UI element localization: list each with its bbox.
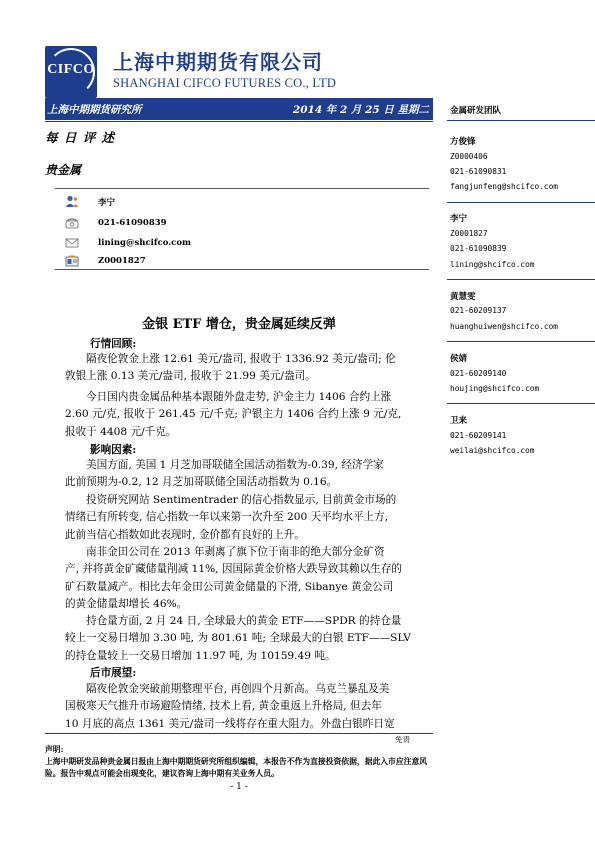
section-title: 每 日 评 述 xyxy=(45,130,116,145)
author-name-row xyxy=(55,193,429,211)
disclaimer-text: 上海中期研发品种贵金属日报由上海中期期货研究所组织编辑，本报告不作为直接投资依据，据此入市应注意风险。报告中观点可能会出现变化，建议咨询上海中期有关业务人员。 xyxy=(45,757,428,778)
email-icon xyxy=(65,237,79,249)
team-member-phone: 021-60209137 xyxy=(450,306,507,315)
page-number: - 1 - xyxy=(230,782,248,792)
team-member-email[interactable]: fangjunfeng@shcifco.com xyxy=(450,182,558,191)
team-member-license: Z0001827 xyxy=(450,229,488,238)
company-name-en: SHANGHAI CIFCO FUTURES CO., LTD xyxy=(113,76,337,90)
paragraph-line: 美国方面, 美国 1 月芝加哥联储全国活动指数为-0.39, 经济学家 xyxy=(86,459,384,471)
team-member-email[interactable]: weilai@shcifco.com xyxy=(450,446,535,455)
team-member-email[interactable]: huanghuiwen@shcifco.com xyxy=(450,322,558,331)
paragraph-holdings xyxy=(65,613,433,665)
person-icon xyxy=(65,195,79,207)
author-phone: 021-61090839 xyxy=(98,218,167,228)
team-member-name: 侯婧 xyxy=(450,354,468,364)
sidebar-title: 金属研发团队 xyxy=(450,106,502,116)
paragraph-line: 国极寒天气推升市场避险情绪, 技术上看, 黄金重返上升格局, 但去年 xyxy=(65,700,382,713)
disclaimer-label: 声明: xyxy=(45,745,64,754)
heading-factors: 影响因素: xyxy=(90,444,137,456)
paragraph-goldfields xyxy=(65,544,433,613)
sidebar-divider xyxy=(447,120,595,121)
paragraph-line: 持仓量方面, 2 月 24 日, 全球最大的黄金 ETF——SPDR 的持仓量 xyxy=(86,615,402,627)
author-phone-row xyxy=(55,215,429,233)
paragraph-line: 2.60 元/克, 报收于 261.45 元/千克; 沪银主力 1406 合约上涨 9 元/克, xyxy=(65,408,402,421)
author-name: 李宁 xyxy=(98,198,116,208)
team-member-name: 李宁 xyxy=(450,214,468,224)
paragraph-line: 矿石数量减产。相比去年金田公司黄金储量的下滑, Sibanye 黄金公司 xyxy=(65,580,394,593)
company-name-cn: 上海中期期货有限公司 xyxy=(113,50,323,74)
sidebar-divider xyxy=(447,202,595,203)
team-member-name: 黄慧雯 xyxy=(450,292,476,302)
institute-name: 上海中期期货研究所 xyxy=(47,104,142,116)
paragraph-line: 报收于 4408 元/千克。 xyxy=(65,425,177,438)
paragraph-line: 今日国内贵金属品种基本跟随外盘走势, 沪金主力 1406 合约上涨 xyxy=(86,391,392,403)
team-member-phone: 021-61090831 xyxy=(450,167,507,176)
paragraph-line: 情绪已有所转变, 信心指数一年以来第一次升至 200 天平均水平上方, xyxy=(65,511,389,524)
team-member-name: 卫来 xyxy=(450,416,468,426)
paragraph-line: 投资研究网站 Sentimentrader 的信心指数显示, 目前黄金市场的 xyxy=(86,494,397,506)
phone-icon xyxy=(65,217,79,229)
header-divider xyxy=(45,121,433,122)
heading-outlook: 后市展望: xyxy=(90,667,137,679)
paragraph-overnight xyxy=(65,351,433,386)
author-email-row xyxy=(55,235,429,253)
sub-title: 贵金属 xyxy=(45,163,82,177)
company-logo xyxy=(45,46,97,98)
team-member-phone: 021-60209140 xyxy=(450,369,507,378)
team-member-name: 方俊锋 xyxy=(450,137,476,147)
sidebar-divider xyxy=(447,403,595,404)
team-member-email[interactable]: lining@shcifco.com xyxy=(450,260,535,269)
paragraph-line: 此前当信心指数如此表现时, 金价都有良好的上升。 xyxy=(65,528,305,541)
paragraph-line: 南非金田公司在 2013 年剥离了旗下位于南非的绝大部分金矿资 xyxy=(86,546,385,558)
team-member-license: Z0000406 xyxy=(450,152,488,161)
author-box xyxy=(55,188,429,270)
author-license-row xyxy=(55,253,429,271)
paragraph-line: 隔夜伦敦金上涨 12.61 美元/盎司, 报收于 1336.92 美元/盎司; 伦 xyxy=(86,353,396,365)
paragraph-sentiment xyxy=(65,492,433,544)
paragraph-line: 隔夜伦敦金突破前期整理平台, 再创四个月新高。乌克兰暴乱及美 xyxy=(86,683,390,695)
team-member-phone: 021-60209141 xyxy=(450,431,507,440)
report-date: 2014 年 2 月 25 日 星期二 xyxy=(292,104,429,116)
heading-market-review: 行情回顾: xyxy=(90,338,137,350)
team-member-email[interactable]: houjing@shcifco.com xyxy=(450,384,540,393)
paragraph-line: 此前预期为-0.2, 12 月芝加哥联储全国活动指数为 0.16。 xyxy=(65,476,338,489)
id-card-icon xyxy=(65,255,79,267)
team-member-phone: 021-61090839 xyxy=(450,244,507,253)
author-email[interactable]: lining@shcifco.com xyxy=(98,238,192,248)
paragraph-line: 产, 并将黄金矿藏储量削减 11%, 因国际黄金价格大跌导致其赖以生存的 xyxy=(65,563,403,576)
paragraph-line: 敦银上涨 0.13 美元/盎司, 报收于 21.99 美元/盎司。 xyxy=(65,370,316,383)
author-license: Z0001827 xyxy=(98,256,146,266)
article-title: 金银 ETF 增仓，贵金属延续反弹 xyxy=(142,317,336,332)
header-bar xyxy=(45,98,433,120)
disclaimer-tag: 免责 xyxy=(395,735,410,744)
paragraph-outlook xyxy=(65,681,433,733)
paragraph-us xyxy=(65,457,433,492)
sidebar-divider xyxy=(447,279,595,280)
footer-divider xyxy=(45,733,433,734)
paragraph-line: 10 月底的高点 1361 美元/盎司一线将存在重大阻力。外盘白银昨日宽 xyxy=(65,717,395,730)
paragraph-domestic xyxy=(65,389,433,441)
paragraph-line: 的持仓量较上一交易日增加 11.97 吨, 为 10159.49 吨。 xyxy=(65,649,336,662)
sidebar-divider xyxy=(447,341,595,342)
logo-text: CIFCO xyxy=(47,62,95,77)
paragraph-line: 较上一交易日增加 3.30 吨, 为 801.61 吨; 全球最大的白银 ETF——SLV xyxy=(65,632,411,645)
paragraph-line: 的黄金储量却增长 46%。 xyxy=(65,597,188,610)
